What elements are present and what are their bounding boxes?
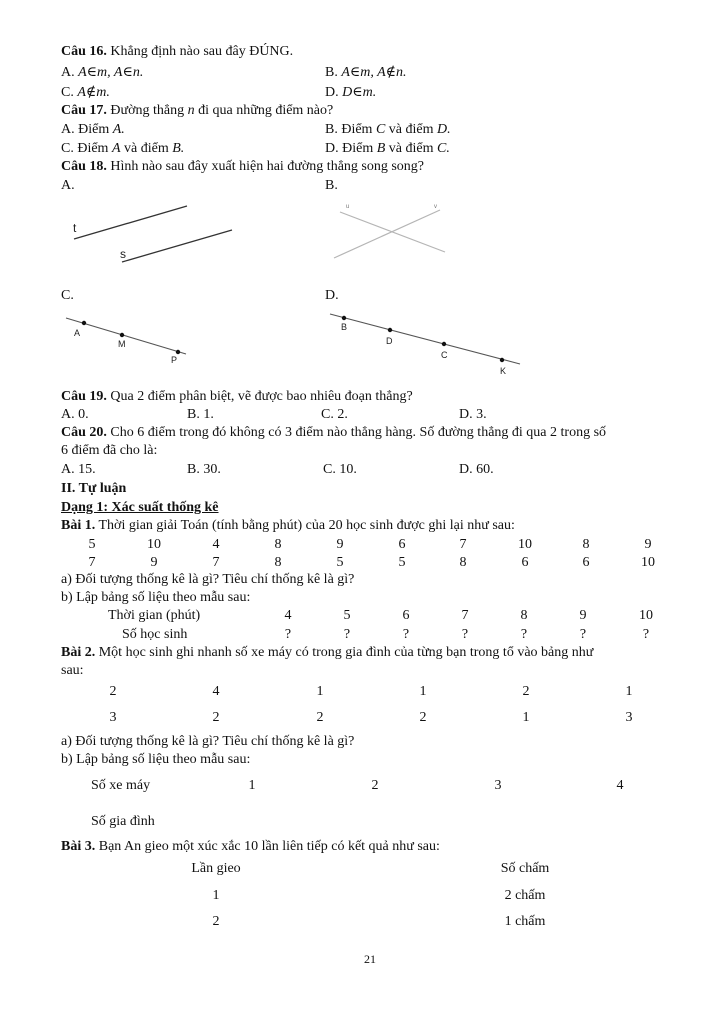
bai1-table-q6: ? bbox=[579, 627, 587, 642]
q17-line-n: n bbox=[187, 103, 195, 118]
q16-d-label: D. bbox=[325, 85, 339, 100]
label-a: A bbox=[74, 328, 81, 338]
line-v bbox=[334, 210, 440, 258]
bai2-r2-c2: 2 bbox=[212, 710, 220, 725]
q17-a-point: A. bbox=[112, 122, 125, 137]
bai3-col1-header: Lần gieo bbox=[191, 861, 241, 876]
bai2-stem bbox=[61, 644, 593, 661]
q17-b-and: và điểm bbox=[388, 122, 434, 137]
q18-figure-a bbox=[60, 196, 260, 276]
bai1-table-v1: 4 bbox=[284, 608, 292, 623]
line-bdck bbox=[330, 314, 520, 364]
bai1-text: Thời gian giải Toán (tính bằng phút) của 20 học sinh được ghi lại như sau: bbox=[98, 518, 515, 533]
bai1-r1-c9: 8 bbox=[582, 537, 590, 552]
bai1-r1-c6: 6 bbox=[398, 537, 406, 552]
bai2-table-v2: 2 bbox=[371, 778, 379, 793]
q17-c-point2: B. bbox=[172, 141, 185, 156]
q18-stem bbox=[61, 158, 424, 175]
point-p bbox=[176, 350, 180, 354]
q16-c-expr: A∉m. bbox=[77, 85, 110, 100]
q17-text-post: đi qua những điểm nào? bbox=[198, 103, 334, 118]
q17-c-and: và điểm bbox=[124, 141, 169, 156]
q16-d-expr: D∈m. bbox=[342, 85, 377, 100]
bai2-r1-c5: 2 bbox=[522, 684, 530, 699]
bai1-r2-c2: 9 bbox=[150, 555, 158, 570]
bai2-r1-c2: 4 bbox=[212, 684, 220, 699]
q18-option-b-label[interactable]: B. bbox=[325, 178, 338, 193]
q19-option-c[interactable]: C. 2. bbox=[321, 407, 348, 422]
q18-figure-b bbox=[330, 198, 460, 266]
label-b: B bbox=[341, 322, 348, 332]
q17-a-label: A. Điểm bbox=[61, 122, 110, 137]
q18-figure-c bbox=[66, 312, 196, 367]
q18-option-a-label[interactable]: A. bbox=[61, 178, 75, 193]
bai3-stem bbox=[61, 838, 440, 855]
q17-option-a[interactable] bbox=[61, 121, 125, 138]
bai1-table-label1: Thời gian (phút) bbox=[108, 608, 201, 623]
q16-b-expr: A∈m, A∉n. bbox=[341, 65, 407, 80]
q17-d-point1: B bbox=[376, 141, 386, 156]
bai3-col2-header: Số chấm bbox=[500, 861, 550, 876]
q16-stem bbox=[61, 43, 293, 60]
line-s bbox=[122, 230, 232, 262]
label-s: s bbox=[120, 247, 126, 261]
bai3-row1-col1: 1 bbox=[212, 888, 220, 903]
bai1-r2-c7: 8 bbox=[459, 555, 467, 570]
bai1-r2-c10: 10 bbox=[641, 555, 655, 570]
bai1-r2-c8: 6 bbox=[521, 555, 529, 570]
bai1-r2-c6: 5 bbox=[398, 555, 406, 570]
bai1-head: Bài 1. bbox=[61, 518, 96, 533]
label-p: P bbox=[171, 355, 178, 365]
q17-b-label: B. Điểm bbox=[325, 122, 373, 137]
q17-c-label: C. Điểm bbox=[61, 141, 109, 156]
bai1-r1-c7: 7 bbox=[459, 537, 467, 552]
label-k: K bbox=[500, 366, 507, 376]
bai1-r1-c2: 10 bbox=[147, 537, 161, 552]
bai1-table-q1: ? bbox=[284, 627, 292, 642]
bai1-r2-c1: 7 bbox=[88, 555, 96, 570]
bai2-head: Bài 2. bbox=[61, 645, 96, 660]
bai2-r2-c5: 1 bbox=[522, 710, 530, 725]
bai2-r1-c4: 1 bbox=[419, 684, 427, 699]
q19-stem bbox=[61, 388, 413, 405]
point-b bbox=[342, 316, 346, 320]
bai1-table-q4: ? bbox=[461, 627, 469, 642]
bai1-r1-c8: 10 bbox=[518, 537, 532, 552]
bai2-r1-c1: 2 bbox=[109, 684, 117, 699]
bai1-table-label2: Số học sinh bbox=[122, 627, 188, 642]
q16-option-d[interactable] bbox=[325, 84, 376, 101]
q17-text-pre: Đường thẳng bbox=[110, 103, 185, 118]
label-d: D bbox=[386, 336, 393, 346]
bai2-r1-c6: 1 bbox=[625, 684, 633, 699]
line-t bbox=[74, 206, 187, 239]
bai1-table-v6: 9 bbox=[579, 608, 587, 623]
bai2-table-label2: Số gia đình bbox=[91, 814, 155, 829]
bai1-r2-c9: 6 bbox=[582, 555, 590, 570]
q17-option-c[interactable] bbox=[61, 140, 184, 157]
bai2-table-v3: 3 bbox=[494, 778, 502, 793]
bai3-row2-col2: 1 chấm bbox=[504, 914, 546, 929]
section-title: II. Tự luận bbox=[61, 481, 127, 496]
section-dang: Dạng 1: Xác suất thống kê bbox=[61, 500, 219, 515]
label-t: t bbox=[73, 221, 77, 235]
bai1-table-v4: 7 bbox=[461, 608, 469, 623]
point-a bbox=[82, 321, 86, 325]
bai2-r2-c3: 2 bbox=[316, 710, 324, 725]
bai3-row1-col2: 2 chấm bbox=[504, 888, 546, 903]
bai1-r2-c5: 5 bbox=[336, 555, 344, 570]
q17-d-point2: C. bbox=[437, 141, 450, 156]
q16-option-c[interactable] bbox=[61, 84, 110, 101]
q17-option-b[interactable] bbox=[325, 121, 451, 138]
bai2-table-label1: Số xe máy bbox=[91, 778, 151, 793]
point-c bbox=[442, 342, 446, 346]
q20-stem bbox=[61, 424, 606, 441]
bai1-r1-c4: 8 bbox=[274, 537, 282, 552]
q17-head: Câu 17. bbox=[61, 103, 107, 118]
point-k bbox=[500, 358, 504, 362]
q19-text: Qua 2 điểm phân biệt, vẽ được bao nhiêu đoạn thẳng? bbox=[110, 389, 413, 404]
bai1-table-v3: 6 bbox=[402, 608, 410, 623]
q17-option-d[interactable] bbox=[325, 140, 450, 157]
q19-option-d[interactable]: D. 3. bbox=[459, 407, 487, 422]
bai1-table-v5: 8 bbox=[520, 608, 528, 623]
q18-text: Hình nào sau đây xuất hiện hai đường thẳng song song? bbox=[110, 159, 425, 174]
bai2-r2-c4: 2 bbox=[419, 710, 427, 725]
q16-head: Câu 16. bbox=[61, 44, 107, 59]
bai2-line2: sau: bbox=[61, 663, 84, 678]
q20-line2: 6 điểm đã cho là: bbox=[61, 443, 158, 458]
q17-b-point1: C bbox=[375, 122, 386, 137]
label-c: C bbox=[441, 350, 448, 360]
bai1-r2-c3: 7 bbox=[212, 555, 220, 570]
q20-option-a[interactable]: A. 15. bbox=[61, 462, 96, 477]
q20-head: Câu 20. bbox=[61, 425, 107, 440]
page-number: 21 bbox=[364, 952, 376, 966]
q16-option-b[interactable] bbox=[325, 64, 407, 81]
q19-option-a[interactable]: A. 0. bbox=[61, 407, 89, 422]
q18-option-d-label[interactable]: D. bbox=[325, 288, 339, 303]
bai2-r1-c3: 1 bbox=[316, 684, 324, 699]
q16-b-label: B. bbox=[325, 65, 338, 80]
bai2-table-v4: 4 bbox=[616, 778, 624, 793]
bai2-table-v1: 1 bbox=[248, 778, 256, 793]
label-v: v bbox=[434, 204, 437, 210]
bai3-row2-col1: 2 bbox=[212, 914, 220, 929]
bai3-head: Bài 3. bbox=[61, 839, 96, 854]
point-m bbox=[120, 333, 124, 337]
bai2-r2-c1: 3 bbox=[109, 710, 117, 725]
bai1-table-q5: ? bbox=[520, 627, 528, 642]
bai3-text: Bạn An gieo một xúc xắc 10 lần liên tiếp có kết quả như sau: bbox=[98, 839, 440, 854]
q18-head: Câu 18. bbox=[61, 159, 107, 174]
q17-d-label: D. Điểm bbox=[325, 141, 374, 156]
q20-line1: Cho 6 điểm trong đó không có 3 điểm nào thẳng hàng. Số đường thẳng đi qua 2 trong số bbox=[110, 425, 607, 440]
label-m: M bbox=[118, 339, 126, 349]
q16-a-label: A. bbox=[61, 65, 75, 80]
bai2-r2-c6: 3 bbox=[625, 710, 633, 725]
bai1-table-v2: 5 bbox=[343, 608, 351, 623]
q17-b-point2: D. bbox=[437, 122, 451, 137]
q19-option-b[interactable]: B. 1. bbox=[187, 407, 214, 422]
bai1-question-a: a) Đối tượng thống kê là gì? Tiêu chí thống kê là gì? bbox=[61, 572, 355, 587]
bai1-r2-c4: 8 bbox=[274, 555, 282, 570]
bai2-question-b: b) Lập bảng số liệu theo mẫu sau: bbox=[61, 752, 251, 767]
bai1-r1-c5: 9 bbox=[336, 537, 344, 552]
bai1-r1-c10: 9 bbox=[644, 537, 652, 552]
label-u: u bbox=[346, 204, 350, 210]
q17-stem bbox=[61, 102, 333, 119]
bai1-question-b: b) Lập bảng số liệu theo mẫu sau: bbox=[61, 590, 251, 605]
bai1-table-v7: 10 bbox=[639, 608, 653, 623]
bai1-table-q3: ? bbox=[402, 627, 410, 642]
point-d bbox=[388, 328, 392, 332]
q16-text: Khẳng định nào sau đây ĐÚNG. bbox=[110, 44, 294, 59]
q16-a-expr: A∈m, A∈n. bbox=[78, 65, 144, 80]
q20-option-c[interactable]: C. 10. bbox=[323, 462, 357, 477]
q16-c-label: C. bbox=[61, 85, 74, 100]
q16-option-a[interactable] bbox=[61, 64, 143, 81]
q19-head: Câu 19. bbox=[61, 389, 107, 404]
q20-option-b[interactable]: B. 30. bbox=[187, 462, 221, 477]
bai1-r1-c3: 4 bbox=[212, 537, 220, 552]
bai1-table-q7: ? bbox=[642, 627, 650, 642]
bai1-r1-c1: 5 bbox=[88, 537, 96, 552]
bai1-table-q2: ? bbox=[343, 627, 351, 642]
q20-option-d[interactable]: D. 60. bbox=[459, 462, 494, 477]
q18-option-c-label[interactable]: C. bbox=[61, 288, 74, 303]
q17-d-and: và điểm bbox=[388, 141, 434, 156]
q17-c-point1: A bbox=[111, 141, 121, 156]
bai2-question-a: a) Đối tượng thống kê là gì? Tiêu chí thống kê là gì? bbox=[61, 734, 355, 749]
bai1-stem bbox=[61, 517, 515, 534]
bai2-line1: Một học sinh ghi nhanh số xe máy có trong gia đình của từng bạn trong tổ vào bảng như bbox=[98, 645, 594, 660]
q18-figure-d bbox=[330, 310, 530, 378]
